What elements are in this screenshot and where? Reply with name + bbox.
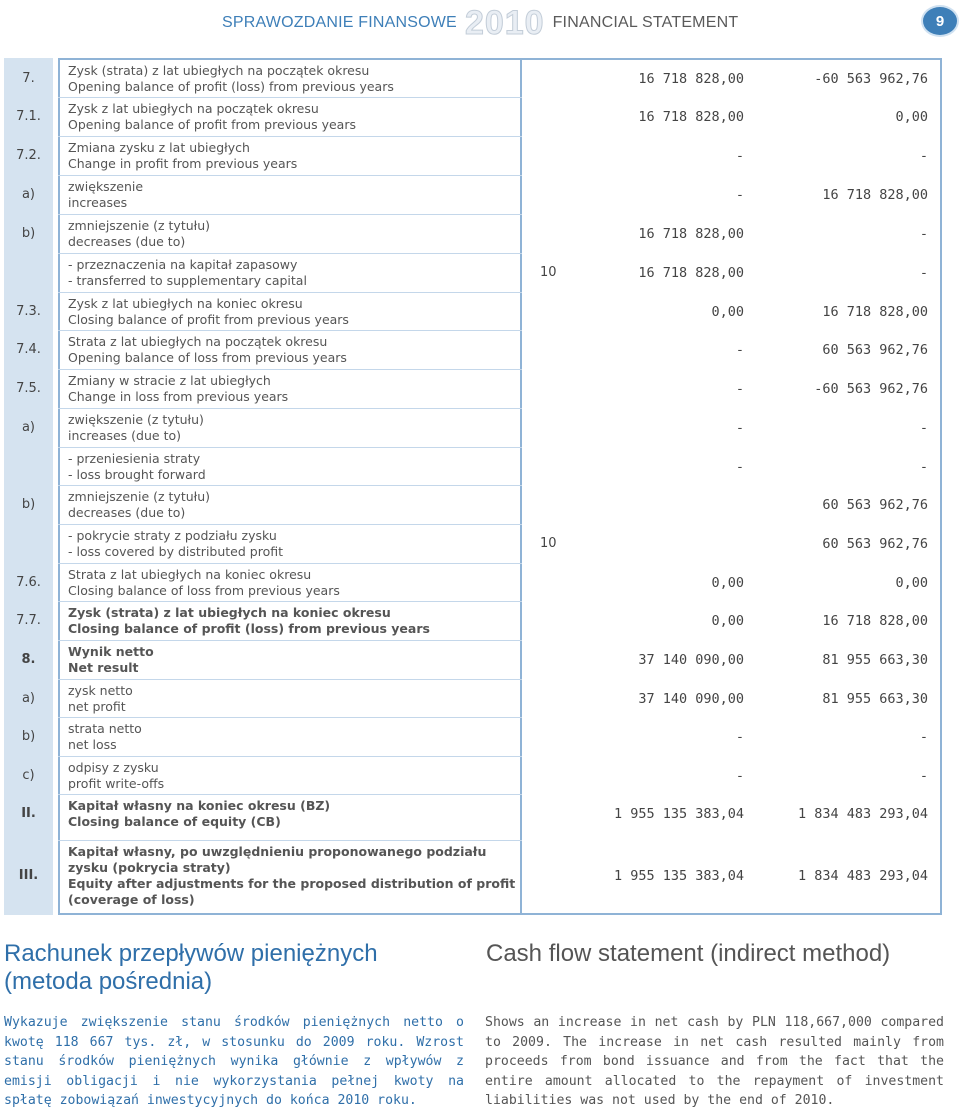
row-value-2009: 16 718 828,00 [822,613,928,629]
row-separator [58,330,522,331]
row-label-pl: Wynik netto [68,644,154,659]
row-separator [58,485,522,486]
row-label-en: Opening balance of profit (loss) from previous years [68,79,394,94]
row-number: 7. [22,71,35,86]
row-value-2009: 81 955 663,30 [822,652,928,668]
row-label [68,644,518,676]
row-label-en: Change in loss from previous years [68,389,289,404]
row-separator [58,756,522,757]
row-separator [58,369,522,370]
header-title [222,4,739,42]
row-number: b) [21,226,36,241]
row-label-pl: zmniejszenie (z tytułu) [68,489,211,504]
row-value-2009: -60 563 962,76 [814,381,928,397]
header-title-pl: SPRAWOZDANIE FINANSOWE [222,14,457,31]
row-value-2009: -60 563 962,76 [814,71,928,87]
row-note: 10 [540,536,557,551]
row-label [68,844,518,908]
row-number: II. [21,806,36,821]
row-label-en: Opening balance of loss from previous years [68,350,347,365]
row-number: a) [21,187,36,202]
row-number: III. [18,868,39,883]
row-number: b) [21,729,36,744]
row-value-2009: - [919,148,928,164]
page-number-badge: 9 [921,5,959,37]
row-number: 7.1. [16,109,41,124]
row-label-en: Net result [68,660,139,675]
row-label [68,334,518,366]
row-number: a) [21,420,36,435]
row-value-2010: - [735,342,744,358]
row-number: 7.4. [16,342,41,357]
row-value-2010: - [735,420,744,436]
row-value-2010: 37 140 090,00 [638,652,744,668]
row-label-pl: Strata z lat ubiegłych na koniec okresu [68,567,312,582]
row-separator [58,253,522,254]
row-label-en: increases (due to) [68,428,181,443]
row-label [68,489,518,521]
row-separator [58,408,522,409]
row-label [68,296,518,328]
row-value-2010: 16 718 828,00 [638,265,744,281]
row-separator [58,640,522,641]
row-label [68,798,518,830]
row-label-pl: Kapitał własny na koniec okresu (BZ) [68,798,331,813]
row-label-pl: Strata z lat ubiegłych na początek okresu [68,334,328,349]
row-value-2010: - [735,187,744,203]
row-number: 7.2. [16,148,41,163]
row-label-pl: Kapitał własny, po uwzględnieniu proponowanego podziału zysku (pokrycia straty) [68,844,487,875]
row-label-pl: zmniejszenie (z tytułu) [68,218,211,233]
row-label [68,567,518,599]
row-separator [58,136,522,137]
row-separator [58,717,522,718]
row-separator [58,794,522,795]
row-value-2009: 1 834 483 293,04 [797,806,928,822]
row-label-en: Change in profit from previous years [68,156,298,171]
header-year: 2010 [464,4,545,42]
row-label-en: Closing balance of loss from previous years [68,583,340,598]
row-separator [58,447,522,448]
row-value-2010: 16 718 828,00 [638,109,744,125]
row-value-2010: - [735,729,744,745]
row-label-pl: Zmiana zysku z lat ubiegłych [68,140,250,155]
row-label-pl: zwiększenie (z tytułu) [68,412,204,427]
row-value-2009: 81 955 663,30 [822,691,928,707]
row-label-en: - loss covered by distributed profit [68,544,283,559]
cashflow-heading-pl: Rachunek przepływów pieniężnych (metoda pośrednia) [4,940,378,995]
row-value-2010: - [735,148,744,164]
row-number: a) [21,691,36,706]
row-number: 7.6. [16,575,41,590]
row-label-en: increases [68,195,128,210]
row-value-2010: 0,00 [711,304,744,320]
row-label-en: decreases (due to) [68,505,186,520]
row-label-pl: Zmiany w stracie z lat ubiegłych [68,373,271,388]
row-label-en: Equity after adjustments for the proposed distribution of profit (coverage of loss) [68,876,516,907]
row-value-2010: 37 140 090,00 [638,691,744,707]
row-number: 8. [21,652,36,667]
row-value-2010: 1 955 135 383,04 [613,806,744,822]
row-value-2009: 0,00 [895,575,928,591]
row-label [68,179,518,211]
row-number: 7.5. [16,381,41,396]
row-label [68,140,518,172]
row-value-2010: 16 718 828,00 [638,71,744,87]
row-value-2010: 16 718 828,00 [638,226,744,242]
row-label [68,683,518,715]
row-value-2010: 0,00 [711,575,744,591]
header-title-en: FINANCIAL STATEMENT [552,14,739,31]
row-separator [58,601,522,602]
table-column-divider [520,58,522,915]
row-number: b) [21,497,36,512]
row-number-column [4,58,53,915]
row-label-pl: - przeznaczenia na kapitał zapasowy [68,257,298,272]
row-label-en: net profit [68,699,126,714]
row-label [68,528,518,560]
row-separator [58,679,522,680]
cashflow-text-pl: Wykazuje zwiększenie stanu środków pieniężnych netto o kwotę 118 667 tys. zł, w stosunku do 2009 roku. Wzrost stanu środków pieniężnych wynika głównie z wpływów z emisji obligacji i nie wykorzystania pełnej kwoty na spłatę zobowiązań inwestycyjnych do końca 2010 roku. [4,1015,464,1108]
row-label-pl: Zysk (strata) z lat ubiegłych na początek okresu [68,63,370,78]
row-label [68,63,518,95]
row-separator [58,97,522,98]
row-label-en: Closing balance of profit from previous years [68,312,349,327]
row-label-pl: zwiększenie [68,179,144,194]
row-label-pl: zysk netto [68,683,133,698]
row-number: 7.7. [16,613,41,628]
row-value-2009: - [919,265,928,281]
row-label [68,218,518,250]
row-label-en: - transferred to supplementary capital [68,273,307,288]
row-label [68,760,518,792]
row-separator [58,214,522,215]
row-label-pl: - pokrycie straty z podziału zysku [68,528,277,543]
row-value-2009: 1 834 483 293,04 [797,868,928,884]
row-value-2010: - [735,768,744,784]
row-note: 10 [540,265,557,280]
row-label-pl: Zysk z lat ubiegłych na początek okresu [68,101,319,116]
row-value-2009: 0,00 [895,109,928,125]
row-label-pl: Zysk (strata) z lat ubiegłych na koniec okresu [68,605,391,620]
row-value-2009: 16 718 828,00 [822,187,928,203]
row-value-2009: - [919,226,928,242]
row-separator [58,175,522,176]
row-label [68,451,518,483]
row-value-2009: 60 563 962,76 [822,497,928,513]
row-value-2009: - [919,420,928,436]
row-separator [58,524,522,525]
cashflow-text-en: Shows an increase in net cash by PLN 118,667,000 compared to 2009. The increase in net cash resulted mainly from proceeds from bond issuance and from the fact that the entire amount allocated to the repayment of investment liabilities was not used by the end of 2010. [485,1015,944,1108]
row-value-2009: - [919,459,928,475]
row-label-en: Closing balance of profit (loss) from previous years [68,621,430,636]
row-label-pl: Zysk z lat ubiegłych na koniec okresu [68,296,303,311]
row-label-en: Opening balance of profit from previous years [68,117,356,132]
page-header [0,0,960,46]
row-label-en: decreases (due to) [68,234,186,249]
row-label-pl: - przeniesienia straty [68,451,201,466]
row-label [68,373,518,405]
row-value-2010: - [735,459,744,475]
row-value-2009: - [919,768,928,784]
row-value-2010: 0,00 [711,613,744,629]
row-value-2009: 60 563 962,76 [822,536,928,552]
row-label-en: profit write-offs [68,776,165,791]
row-value-2010: 1 955 135 383,04 [613,868,744,884]
row-value-2009: 60 563 962,76 [822,342,928,358]
row-label [68,101,518,133]
row-separator [58,840,522,841]
row-label-en: Closing balance of equity (CB) [68,814,281,829]
row-label-en: net loss [68,737,117,752]
row-label [68,412,518,444]
row-label [68,605,518,637]
row-label [68,257,518,289]
row-value-2010: - [735,381,744,397]
row-label-pl: odpisy z zysku [68,760,159,775]
row-value-2009: 16 718 828,00 [822,304,928,320]
row-separator [58,563,522,564]
row-number: c) [22,768,35,783]
cashflow-heading-en: Cash flow statement (indirect method) [486,940,891,967]
row-label-en: - loss brought forward [68,467,206,482]
row-separator [58,292,522,293]
row-number: 7.3. [16,304,41,319]
row-value-2009: - [919,729,928,745]
row-label [68,721,518,753]
row-label-pl: strata netto [68,721,142,736]
